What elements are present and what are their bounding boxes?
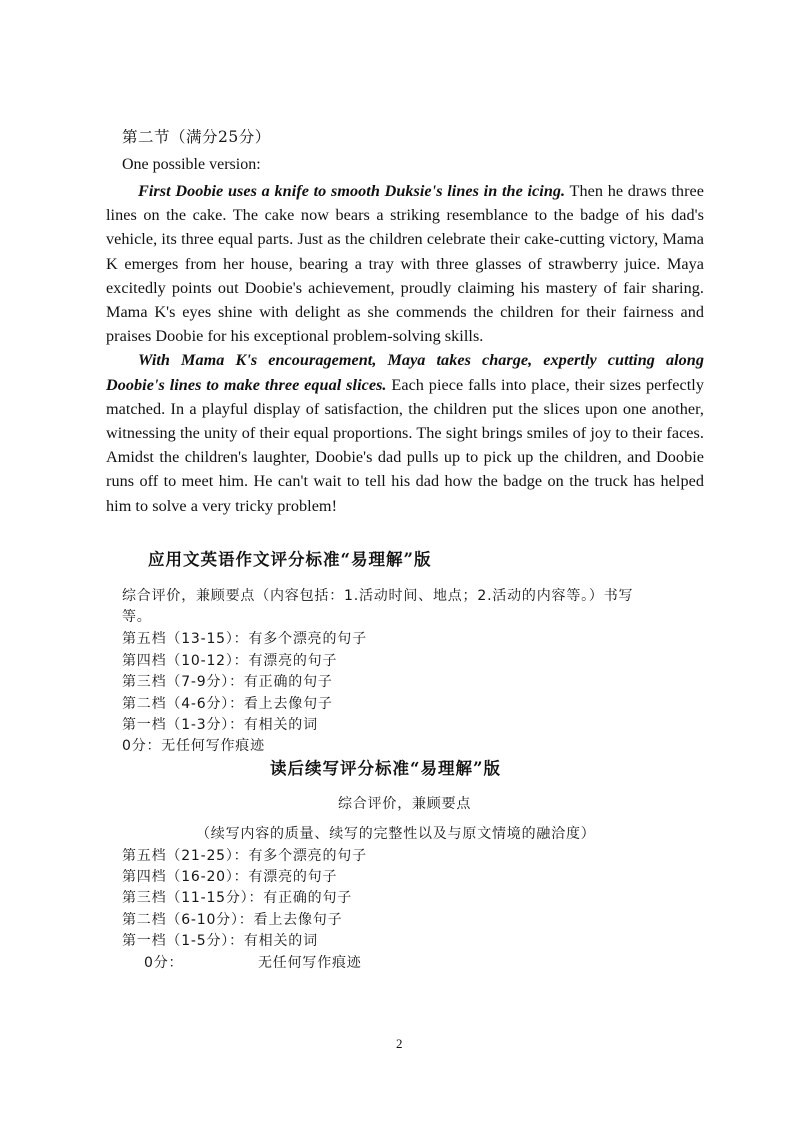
rubric-intro-line-2: 等。 [122,609,152,625]
paragraph-1-body: Then he draws three lines on the cake. The cake now bears a striking resemblance to the badge of his dad's vehicle, its three equal parts. Just as the children celebrate their cake-cutting victory, Mama K emerges from her house, bearing a tray with three glasses of strawberry juice. Maya excitedly points out Doobie's achievement, proudly claiming his mastery of fair sharing. Mama K's eyes shine with delight as she commends the children for their fairness and praises Doobie for his exceptional problem-solving skills. [106,182,704,346]
rubric-level-4: 第四档（10-12）：有漂亮的句子 [122,653,338,669]
continuation-level-0-text: 无任何写作痕迹 [258,955,362,971]
continuation-rubric-title: 读后续写评分标准“易理解”版 [270,759,501,778]
rubric-level-2: 第二档（4-6分）：看上去像句子 [122,696,333,712]
continuation-level-4: 第四档（16-20）：有漂亮的句子 [122,869,338,885]
version-label: One possible version: [122,156,261,173]
rubric-level-3: 第三档（7-9分）：有正确的句子 [122,674,333,690]
continuation-note: （续写内容的质量、续写的完整性以及与原文情境的融洽度） [196,826,596,842]
rubric-intro-line-1: 综合评价，兼顾要点（内容包括：1.活动时间、地点；2.活动的内容等。）书写 [122,588,634,604]
essay-paragraph-2 [106,348,704,517]
applied-writing-rubric-title: 应用文英语作文评分标准“易理解”版 [148,550,432,569]
continuation-level-1: 第一档（1-5分）：有相关的词 [122,933,318,949]
continuation-level-5: 第五档（21-25）：有多个漂亮的句子 [122,848,367,864]
model-essay [106,179,704,518]
rubric-level-5: 第五档（13-15）：有多个漂亮的句子 [122,631,367,647]
paragraph-1-lead-sentence: First Doobie uses a knife to smooth Duksie's lines in the icing. [138,182,566,200]
continuation-subtitle: 综合评价，兼顾要点 [338,796,472,812]
continuation-level-0-label: 0分： [144,955,184,971]
paragraph-2-lead-sentence: With Mama K's encouragement, Maya takes charge, expertly cutting along Doobie's lines to make three equal slices. [106,351,704,394]
essay-paragraph-1 [106,179,704,348]
rubric-level-0: 0分：无任何写作痕迹 [122,738,265,754]
continuation-level-2: 第二档（6-10分）：看上去像句子 [122,912,343,928]
page-number: 2 [396,1036,403,1051]
rubric-level-1: 第一档（1-3分）：有相关的词 [122,717,318,733]
paragraph-2-body: Each piece falls into place, their sizes perfectly matched. In a playful display of satisfaction, the children put the slices upon one another, witnessing the unity of their equal proportions. The sight brings smiles of joy to their faces. Amidst the children's laughter, Doobie's dad pulls up to pick up the children, and Doobie runs off to meet him. He can't wait to tell his dad how the badge on the truck has helped him to solve a very tricky problem! [106,375,704,515]
continuation-level-3: 第三档（11-15分）：有正确的句子 [122,890,353,906]
section-title: 第二节（满分25分） [122,128,271,146]
